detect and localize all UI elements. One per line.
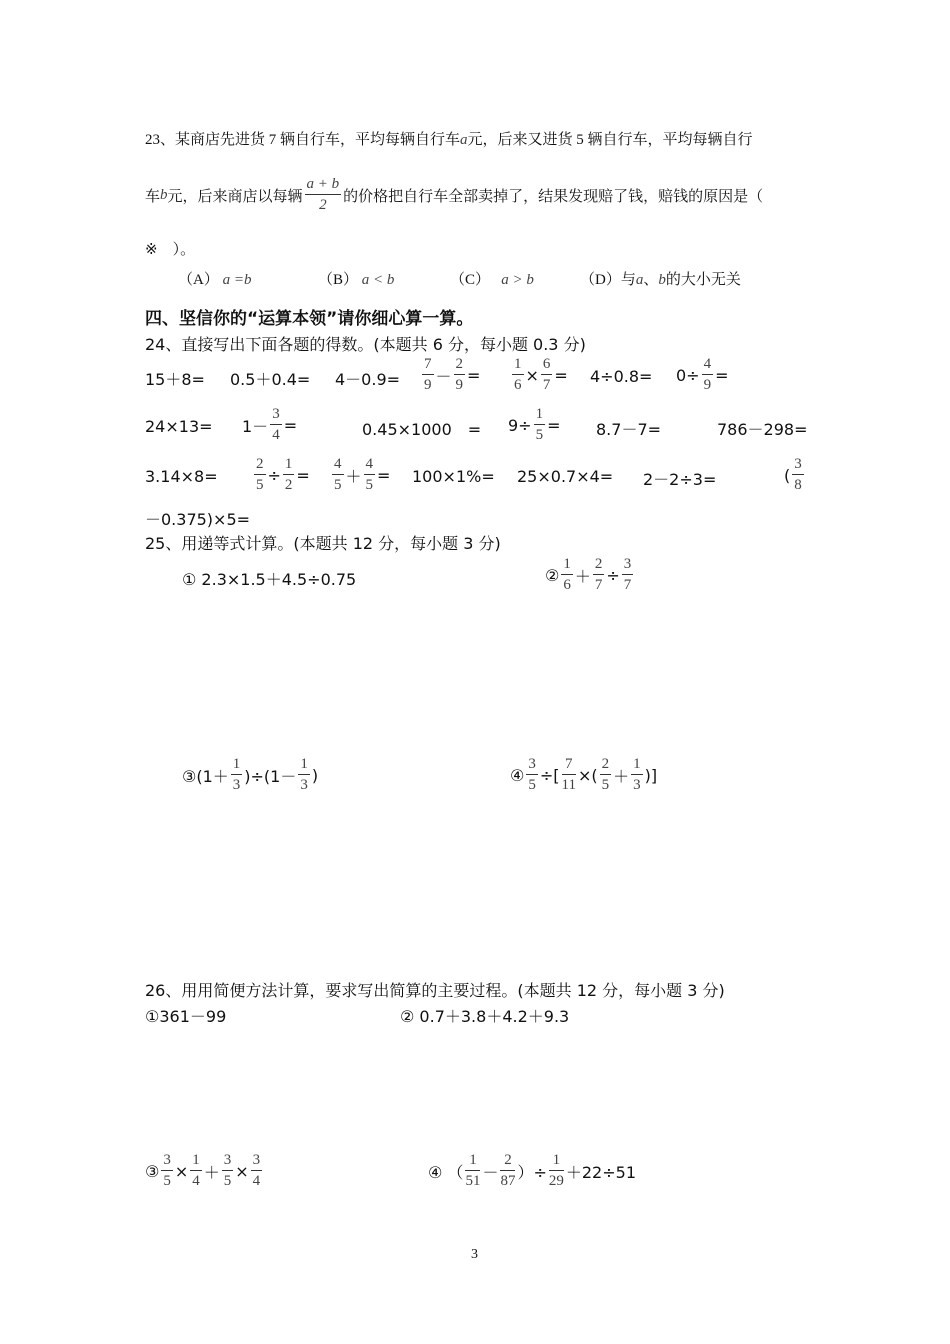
- q24-r1-item-1: 15＋8=: [145, 370, 205, 389]
- q26-problem-3: ③ $\frac{3}{5}$ × $\frac{1}{4}$ ＋ $\frac{3}{5}$ × $\frac{3}{4}$: [145, 1152, 261, 1189]
- q26-problem-1: ①361－99: [145, 1007, 227, 1026]
- q26-problem-4: ④ （ $\frac{1}{51}$ － $\frac{2}{87}$ ）÷ $\frac{1}{29}$ ＋22÷51: [428, 1152, 637, 1189]
- q24-r1-item-3: 4－0.9=: [335, 370, 401, 389]
- q24-r3-item-7-continued: －0.375)×5=: [145, 510, 251, 529]
- q23-line-1: 23、某商店先进货 7 辆自行车，平均每辆自行车a元，后来又进货 5 辆自行车，平均每辆自行: [145, 132, 753, 148]
- q24-r2-item-4: 9÷ $\frac{1}{5}$ =: [508, 406, 561, 443]
- q24-r3-item-4: 100×1%=: [412, 467, 495, 486]
- q26-problem-2: ② 0.7＋3.8＋4.2＋9.3: [400, 1007, 570, 1026]
- q26-title: 26、用用简便方法计算，要求写出简算的主要过程。(本题共 12 分，每小题 3 分): [145, 981, 725, 1000]
- q25-problem-1: ① 2.3×1.5＋4.5÷0.75: [182, 570, 357, 589]
- q23-option-d: （D）与a、b的大小无关: [580, 272, 741, 288]
- q24-r2-item-5: 8.7－7=: [596, 420, 662, 439]
- q24-title: 24、直接写出下面各题的得数。(本题共 6 分，每小题 0.3 分): [145, 335, 586, 354]
- section-4-title: 四、坚信你的“运算本领”请你细心算一算。: [145, 309, 474, 329]
- q25-problem-3: ③(1＋ $\frac{1}{3}$ )÷(1－ $\frac{1}{3}$ ): [182, 756, 319, 793]
- q23-option-c: （C） a > b: [450, 272, 534, 288]
- q24-r1-item-6: 4÷0.8=: [590, 367, 653, 386]
- q24-r3-item-7: ( $\frac{3}{8}$: [784, 456, 802, 493]
- q24-r1-item-5: $\frac{1}{6}$ × $\frac{6}{7}$ =: [514, 356, 568, 393]
- q24-r3-item-3: $\frac{4}{5}$ ＋ $\frac{4}{5}$ =: [334, 456, 391, 493]
- q24-r1-item-2: 0.5＋0.4=: [230, 370, 311, 389]
- q23-price-fraction: $\frac{a + b}{2}$: [306, 176, 340, 213]
- q23-option-b: （B） a < b: [318, 272, 395, 288]
- q24-r3-item-2: $\frac{2}{5}$ ÷ $\frac{1}{2}$ =: [256, 456, 310, 493]
- q24-r3-item-6: 2－2÷3=: [643, 470, 717, 489]
- page-number: 3: [471, 1247, 478, 1262]
- q24-r1-item-4: $\frac{7}{9}$ － $\frac{2}{9}$ =: [424, 356, 481, 393]
- q25-problem-2: ② $\frac{1}{6}$ ＋ $\frac{2}{7}$ ÷ $\frac{3}{7}$: [545, 556, 632, 593]
- q25-title: 25、用递等式计算。(本题共 12 分，每小题 3 分): [145, 534, 501, 553]
- q23-answer-blank: ※ ）。: [145, 242, 196, 258]
- q24-r2-item-3: 0.45×1000 =: [362, 420, 482, 439]
- q25-problem-4: ④ $\frac{3}{5}$ ÷[ $\frac{7}{11}$ ×( $\frac{2}{5}$ ＋ $\frac{1}{3}$ )]: [510, 756, 658, 793]
- q24-r2-item-6: 786－298=: [717, 420, 808, 439]
- q23-option-a: （A） a =b: [178, 272, 252, 288]
- q24-r1-item-7: 0÷ $\frac{4}{9}$ =: [676, 356, 729, 393]
- q24-r3-item-1: 3.14×8=: [145, 467, 218, 486]
- q23-line-2: 车b元，后来商店以每辆 $\frac{a + b}{2}$ 的价格把自行车全部卖掉了，结果发现赔了钱，赔钱的原因是（: [145, 176, 764, 213]
- q24-r2-item-2: 1－ $\frac{3}{4}$ =: [242, 406, 298, 443]
- q24-r3-item-5: 25×0.7×4=: [517, 467, 614, 486]
- q24-r2-item-1: 24×13=: [145, 417, 213, 436]
